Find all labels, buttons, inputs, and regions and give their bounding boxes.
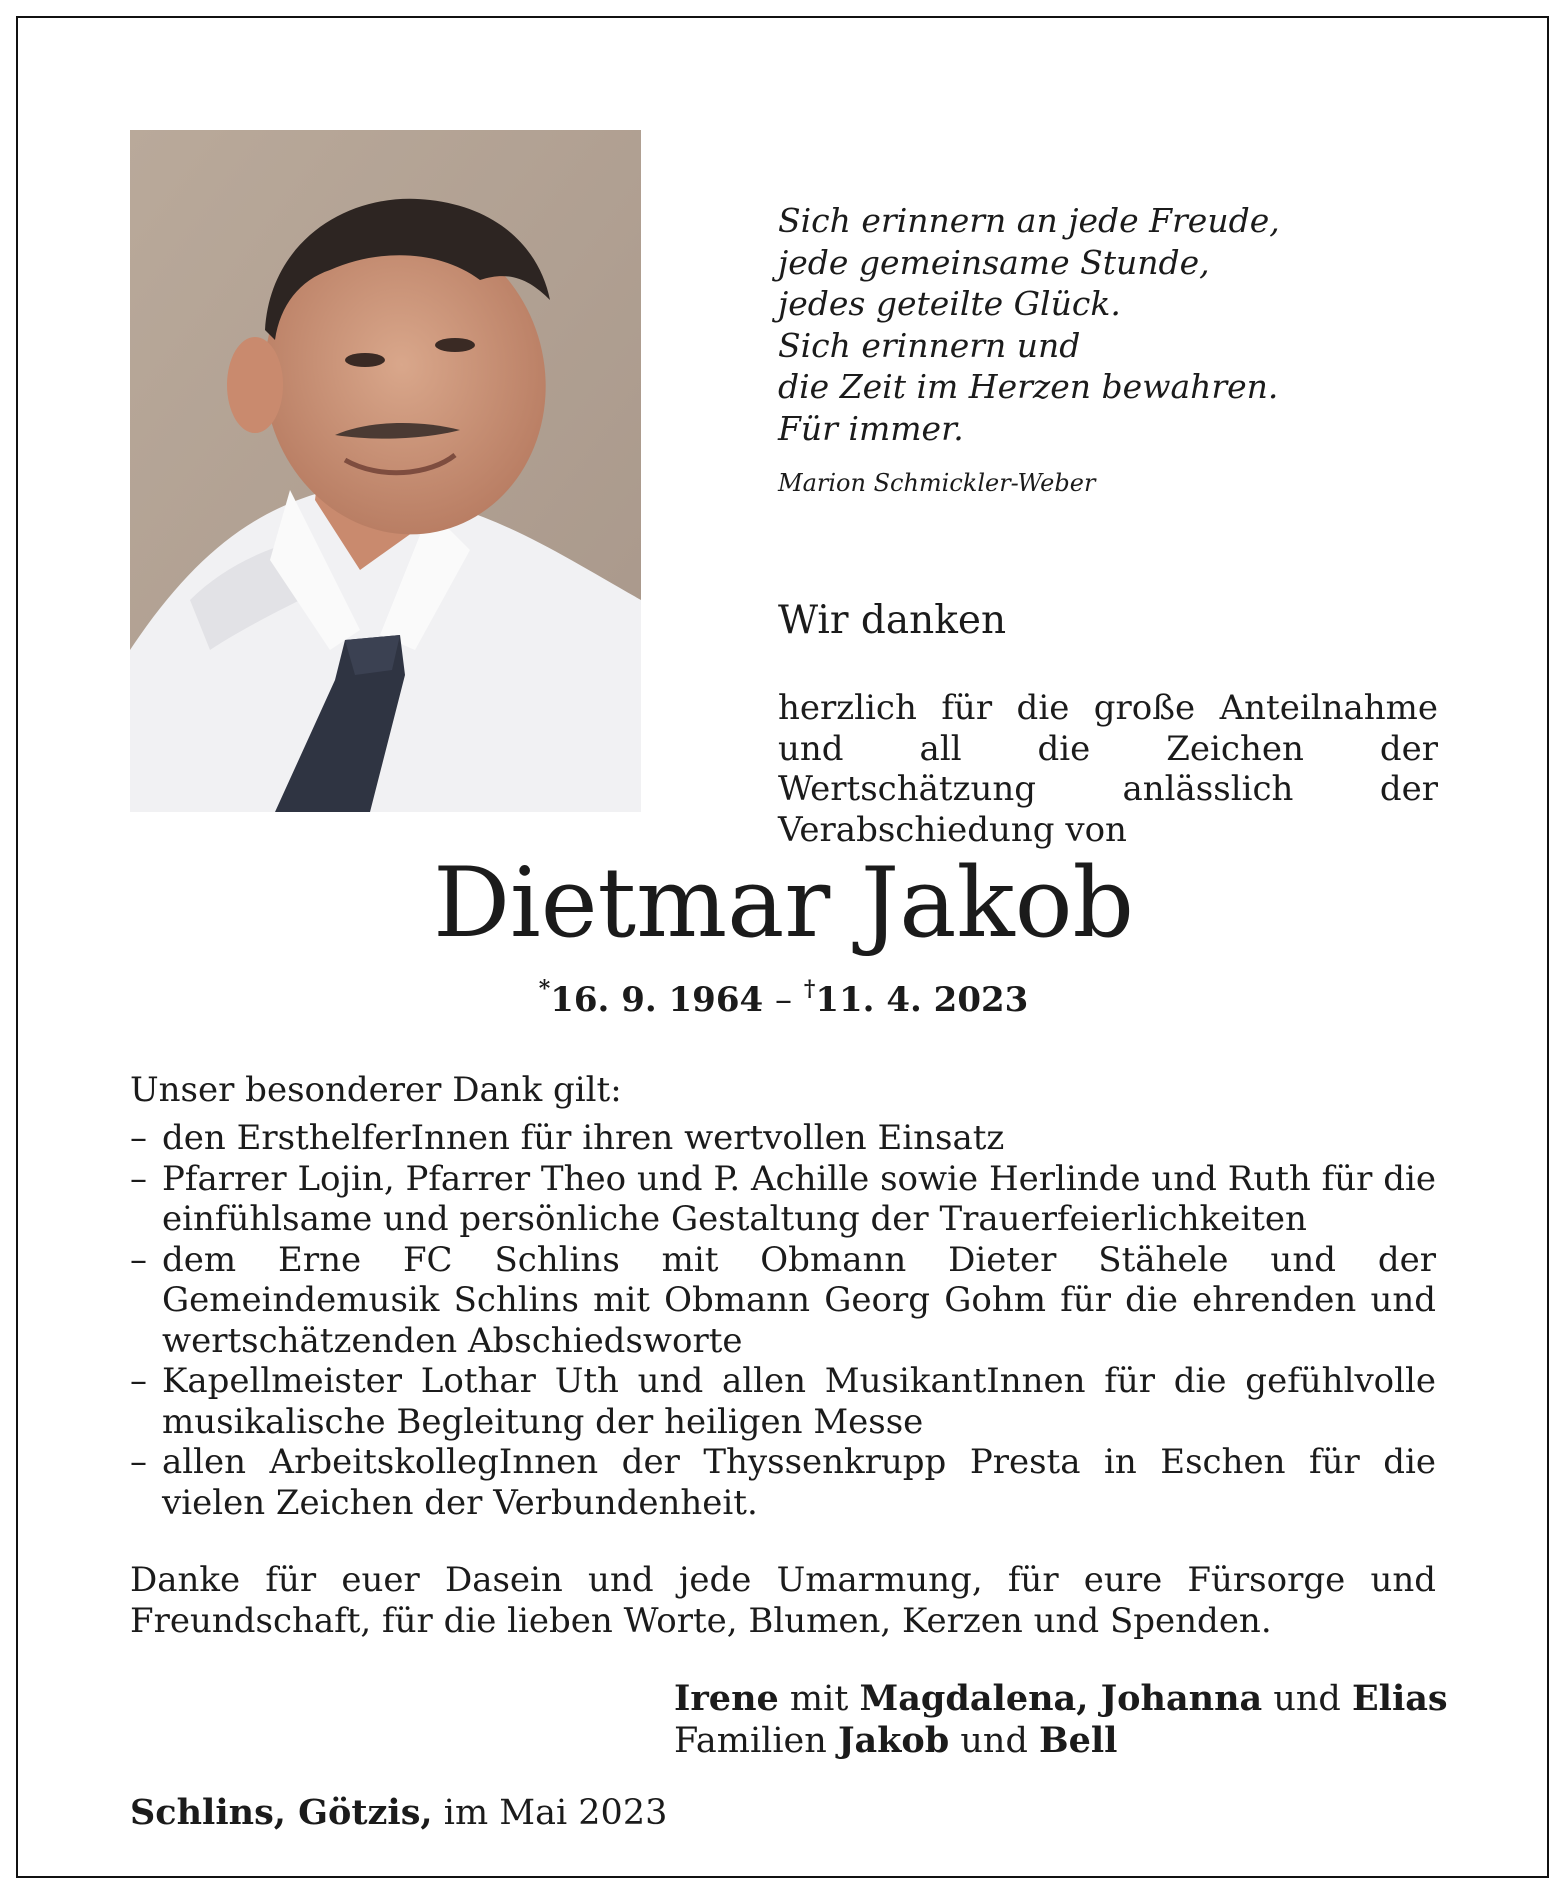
birth-date: 16. 9. 1964 [550, 980, 764, 1020]
deceased-name: Dietmar Jakob [433, 847, 1134, 959]
thanks-intro: herzlich für die große Anteilnahme und all die Zeichen der Wertschätzung anlässlich der Verabschiedung von [778, 688, 1438, 850]
portrait-photo [130, 130, 641, 812]
date: im Mai 2023 [432, 1793, 668, 1833]
poem-line: die Zeit im Herzen bewahren. [778, 367, 1279, 406]
life-dates [0, 976, 1567, 1020]
list-item: – dem Erne FC Schlins mit Obmann Dieter Stähele und der Gemeindemusik Schlins mit Obmann Georg Gohm für die ehrenden und wertschätzenden Abschiedsworte [130, 1240, 1436, 1362]
signature-connector: Familien [674, 1721, 838, 1761]
poem-author: Marion Schmickler-Weber [778, 469, 1096, 497]
signature-name: Magdalena, Johanna [859, 1678, 1263, 1719]
poem-line: Für immer. [778, 408, 964, 448]
special-thanks-intro: Unser besonderer Dank gilt: [130, 1070, 622, 1110]
poem-line: Sich erinnern und [778, 325, 1081, 365]
list-item: – den ErsthelferInnen für ihren wertvollen Einsatz [130, 1118, 1436, 1159]
signature-connector: mit [778, 1679, 860, 1719]
place-date [130, 1792, 667, 1833]
signature-name: Elias [1351, 1678, 1448, 1719]
list-item: – Pfarrer Lojin, Pfarrer Theo und P. Achille sowie Herlinde und Ruth für die einfühlsame und persönliche Gestaltung der Trauerfeierlichkeiten [130, 1159, 1436, 1240]
signature-name: Bell [1039, 1720, 1118, 1761]
signature-line-2 [674, 1720, 1448, 1762]
poem-line: jedes geteilte Glück. [778, 284, 1121, 323]
poem-line: Sich erinnern an jede Freude, [778, 201, 1280, 240]
special-thanks-list [130, 1118, 1436, 1523]
list-item: – Kapellmeister Lothar Uth und allen MusikantInnen für die gefühlvolle musikalische Begleitung der heiligen Messe [130, 1361, 1436, 1442]
closing-text: Danke für euer Dasein und jede Umarmung, für eure Fürsorge und Freundschaft, für die lieben Worte, Blumen, Kerzen und Spenden. [130, 1560, 1436, 1641]
signature-line-1 [674, 1678, 1448, 1720]
thanks-heading: Wir danken [778, 598, 1007, 643]
date-separator: – [775, 980, 792, 1020]
birth-symbol: * [538, 976, 551, 1002]
places: Schlins, Götzis, [130, 1792, 433, 1833]
death-date: 11. 4. 2023 [815, 980, 1029, 1020]
signature-connector: und [1262, 1679, 1352, 1719]
list-item: – allen ArbeitskollegInnen der Thyssenkrupp Presta in Eschen für die vielen Zeichen der Verbundenheit. [130, 1442, 1436, 1523]
signature-name: Jakob [837, 1720, 950, 1761]
death-symbol: † [803, 976, 816, 1002]
poem-line: jede gemeinsame Stunde, [778, 242, 1210, 282]
poem [778, 200, 1280, 449]
signature-connector: und [949, 1721, 1039, 1761]
signature [674, 1678, 1448, 1762]
signature-name: Irene [674, 1678, 779, 1719]
